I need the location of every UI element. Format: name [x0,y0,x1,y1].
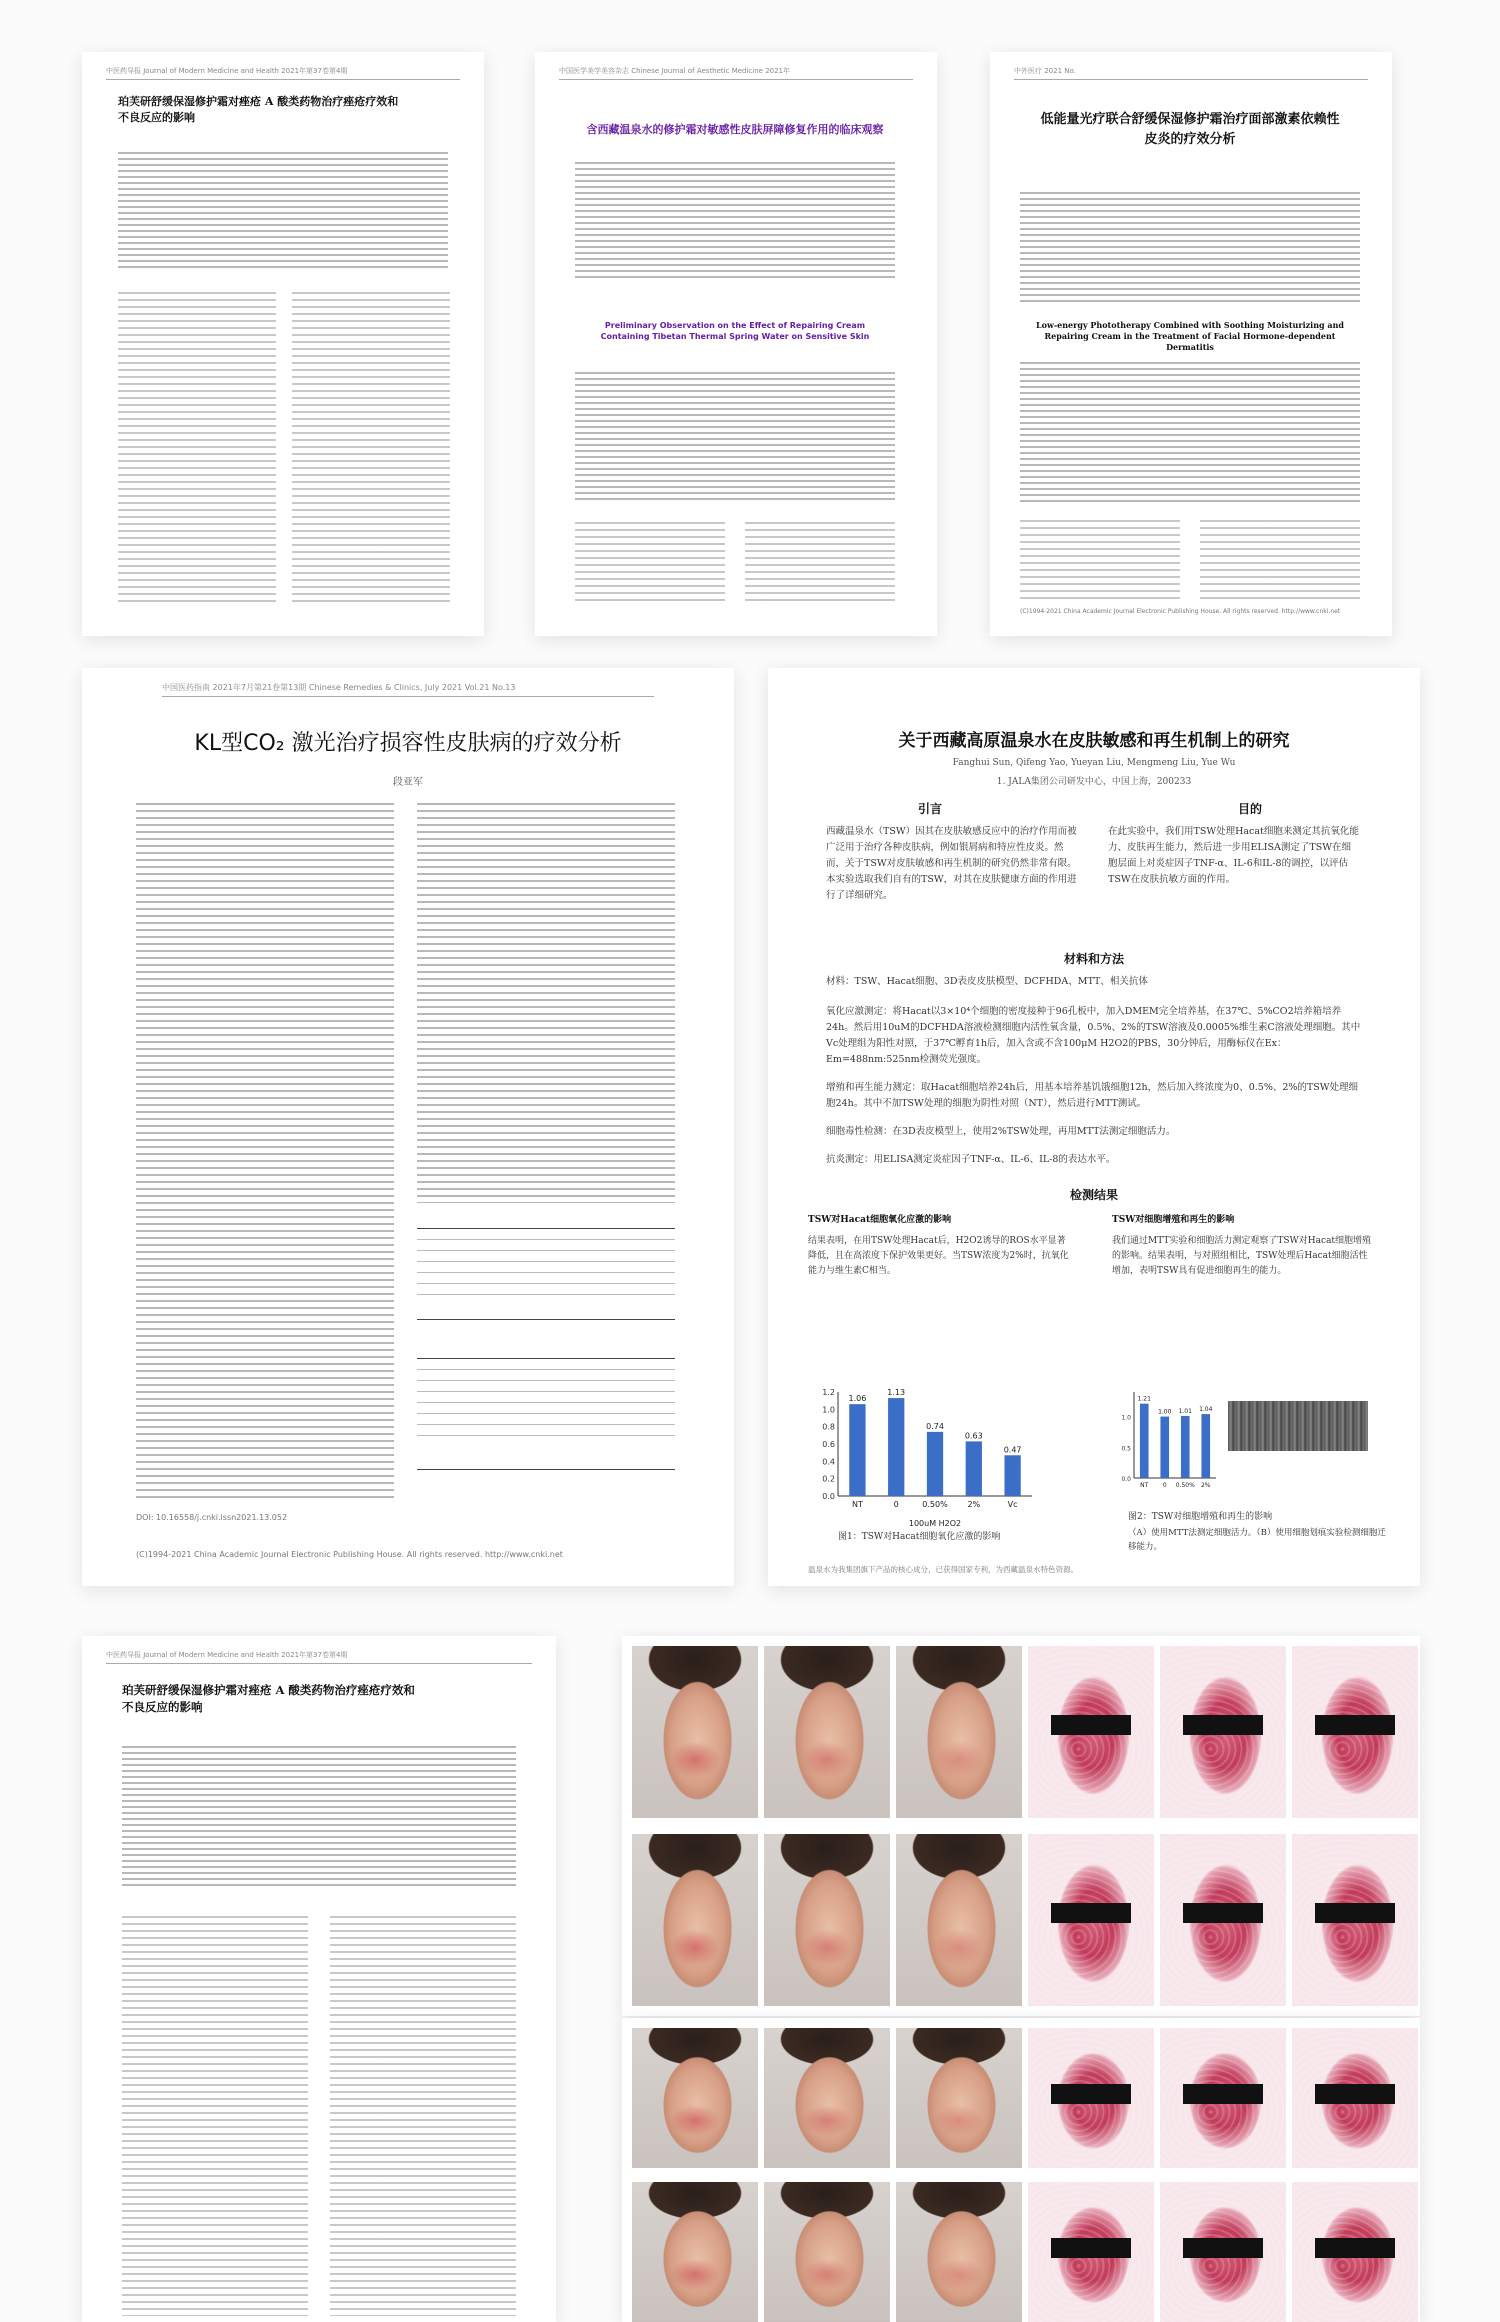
data-label: 0.63 [964,1431,983,1441]
abstract-text [575,162,895,282]
body-column-right [330,1916,516,2316]
result1-heading: TSW对Hacat细胞氧化应激的影响 [808,1215,952,1225]
data-label: 1.13 [887,1388,906,1398]
method-antiinflammatory: 抗炎测定：用ELISA测定炎症因子TNF-α、IL-6、IL-8的表达水平。 [826,1154,1116,1165]
eye-censor-bar [1183,2238,1264,2258]
red-area-analysis-map [1292,1646,1418,1818]
eye-censor-bar [1051,2238,1132,2258]
erythema-patch [934,2105,984,2136]
affiliation: 1. JALA集团公司研发中心，中国上海，200233 [996,777,1192,787]
method-oxidative: 氧化应激测定：将Hacat以3×10⁴个细胞的密度接种于96孔板中，加入DMEM完全培养基，在37℃、5%CO2培养箱培养24h。然后用10uM的DCFHDA溶液检测细胞内活性氧含量，0.5%、2%的TSW溶液及0.0005%维生素C溶液处理细胞。其中Vc处理组为阳性对照，于37℃孵育1h后，加入含或不含100μM H2O2的PBS，30分钟后，用酶标仪在Ex：Em=488nm:525nm检测荧光强度。 [826,1006,1361,1065]
results-table-2 [417,1358,675,1470]
red-area-analysis-map [1028,1646,1154,1818]
chart-oxidative-stress [808,1378,1038,1528]
bar [849,1404,865,1496]
patient-face-photo [764,2028,890,2168]
body-column-left [1020,520,1180,600]
eye-censor-bar [1051,1903,1132,1923]
result2-heading: TSW对细胞增殖和再生的影响 [1112,1215,1235,1225]
methods-heading: 材料和方法 [1063,952,1124,966]
category-label: NT [1140,1482,1149,1489]
category-label: 2% [967,1500,981,1509]
copyright-footer: (C)1994-2021 China Academic Journal Electronic Publishing House. All rights reserved. http://www.cnki.net [136,1550,563,1559]
patient-face-photo [764,2182,890,2322]
paper-title: 关于西藏高原温泉水在皮肤敏感和再生机制上的研究 [898,731,1290,751]
figure2-caption: 图2：TSW对细胞增殖和再生的影响 [1128,1512,1273,1522]
goal-heading: 目的 [1238,802,1263,816]
materials-text: 材料：TSW、Hacat细胞、3D表皮皮肤模型、DCFHDA、MTT、相关抗体 [826,976,1148,987]
method-toxicity: 细胞毒性检测：在3D表皮模型上，使用2%TSW处理，再用MTT法测定细胞活力。 [826,1126,1176,1137]
body-column-right-top [417,803,675,1203]
paper-card-3 [990,52,1392,636]
y-tick-label: 0.5 [1121,1445,1131,1453]
patient-face-photo [896,1646,1022,1818]
eye-censor-bar [1315,1903,1396,1923]
figure2-subcaption: （A）使用MTT法测定细胞活力。（B）使用细胞划痕实验检测细胞迁移能力。 [1128,1528,1386,1552]
category-label: 0.50% [1175,1482,1195,1489]
result1-text: 结果表明，在用TSW处理Hacat后，H2O2诱导的ROS水平显著降低，且在高浓度下保护效果更好。当TSW浓度为2%时，抗氧化能力与维生素C相当。 [808,1236,1069,1276]
journal-header: 中医药导报 Journal of Modern Medicine and Health 2021年第37卷第4期 [106,1650,532,1664]
y-tick-label: 0.0 [822,1492,835,1501]
red-area-analysis-map [1028,2028,1154,2168]
category-label: Vc [1007,1500,1018,1509]
authors: Fanghui Sun, Qifeng Yao, Yueyan Liu, Mengmeng Liu, Yue Wu [952,758,1236,768]
erythema-patch [802,1929,852,1967]
erythema-patch [670,2105,720,2136]
eye-censor-bar [1183,2084,1264,2104]
result2-text: 我们通过MTT实验和细胞活力测定观察了TSW对Hacat细胞增殖的影响。结果表明，与对照组相比，TSW处理后Hacat细胞活性增加，表明TSW具有促进细胞再生的能力。 [1112,1236,1372,1276]
red-area-analysis-map [1160,2182,1286,2322]
english-abstract [1020,362,1360,502]
erythema-patch [802,2105,852,2136]
paper-card-6 [82,1636,556,2322]
red-area-analysis-map [1292,1834,1418,2006]
copyright-footer: (C)1994-2021 China Academic Journal Electronic Publishing House. All rights reserved. http://www.cnki.net [1020,608,1341,615]
abstract-text [118,152,448,272]
body-column-right [745,522,895,602]
patient-face-photo [896,2182,1022,2322]
goal-text: 在此实验中，我们用TSW处理Hacat细胞来测定其抗氧化能力、皮肤再生能力，然后进一步用ELISA测定了TSW在细胞层面上对炎症因子TNF-α、IL-6和IL-8的调控，以评估TSW在皮肤抗敏方面的作用。 [1108,826,1359,885]
bar [1140,1404,1149,1478]
erythema-patch [934,1929,984,1967]
method-proliferation: 增殖和再生能力测定：取Hacat细胞培养24h后，用基本培养基饥饿细胞12h，然后加入终浓度为0、0.5%、2%的TSW处理细胞24h。其中不加TSW处理的细胞为阴性对照（NT），然后进行MTT测试。 [826,1082,1359,1109]
patient-face-photo [764,1646,890,1818]
paper-card-2 [535,52,937,636]
bar [966,1441,982,1496]
y-tick-label: 1.0 [822,1405,835,1415]
patient-face-photo [632,2028,758,2168]
erythema-patch [670,1741,720,1779]
data-label: 1.06 [848,1394,867,1404]
data-label: 0.74 [926,1421,944,1431]
paper-card-4 [82,668,734,1586]
footnote: 温泉水为我集团旗下产品的核心成分，已获得国家专利，为西藏温泉水特色资源。 [808,1565,1078,1574]
y-tick-label: 0.8 [822,1422,835,1432]
english-title: Low-energy Phototherapy Combined with Soothing Moisturizing and Repairing Cream in the Treatment of Facial Hormone-dependent Dermatitis [1035,320,1344,352]
author: 段亚军 [393,777,423,788]
body-column-left [575,522,725,602]
english-abstract [575,372,895,502]
paper-card-1 [82,52,484,636]
red-area-analysis-map [1292,2182,1418,2322]
paper-title: 低能量光疗联合舒缓保湿修护霜治疗面部激素依赖性皮炎的疗效分析 [1040,112,1340,147]
red-area-analysis-map [1028,1834,1154,2006]
results-heading: 检测结果 [1069,1188,1118,1202]
erythema-patch [802,2259,852,2290]
body-column-left [122,1916,308,2316]
bar [927,1432,943,1496]
eye-censor-bar [1315,1715,1396,1735]
patient-face-photo [896,2028,1022,2168]
erythema-patch [670,1929,720,1967]
y-tick-label: 0.0 [1121,1476,1131,1483]
intro-heading: 引言 [918,802,943,816]
english-title: Preliminary Observation on the Effect of Repairing Cream Containing Tibetan Thermal Spring Water on Sensitive Skin [600,321,870,341]
y-tick-label: 0.4 [822,1457,835,1467]
erythema-patch [934,2259,984,2290]
category-label: 0 [893,1500,899,1509]
bar [1201,1414,1210,1478]
clinical-photo-panel-1 [622,1636,1420,2016]
y-tick-label: 1.2 [822,1388,835,1397]
paper-title: 含西藏温泉水的修护霜对敏感性皮肤屏障修复作用的临床观察 [586,123,884,136]
data-label: 0.47 [1003,1445,1022,1455]
red-area-analysis-map [1028,2182,1154,2322]
body-column-left [118,292,276,602]
x-axis-label: 100uM H2O2 [908,1519,962,1528]
category-label: NT [851,1500,863,1509]
patient-face-photo [632,2182,758,2322]
red-area-analysis-map [1160,1646,1286,1818]
eye-censor-bar [1183,1903,1264,1923]
body-column-left [136,803,394,1503]
erythema-patch [934,1741,984,1779]
data-label: 1.04 [1199,1406,1213,1414]
journal-header: 中医药导报 Journal of Modern Medicine and Health 2021年第37卷第4期 [106,66,460,80]
category-label: 0 [1162,1482,1167,1489]
data-label: 1.01 [1178,1407,1192,1415]
erythema-patch [670,2259,720,2290]
eye-censor-bar [1051,2084,1132,2104]
eye-censor-bar [1051,1715,1132,1735]
intro-text: 西藏温泉水（TSW）因其在皮肤敏感反应中的治疗作用而被广泛用于治疗各种皮肤病，例如银屑病和特应性皮炎。然而，关于TSW对皮肤敏感和再生机制的研究仍然非常有限。本实验选取我们自有的TSW，对其在皮肤健康方面的作用进行了详细研究。 [826,826,1077,901]
y-tick-label: 0.2 [822,1474,835,1484]
chart-cell-proliferation [1112,1378,1222,1498]
journal-header: 中外医疗 2021 No. [1014,66,1368,80]
scratch-assay-image [1228,1401,1368,1451]
eye-censor-bar [1315,2238,1396,2258]
journal-header: 中国医药指南 2021年7月第21卷第13期 Chinese Remedies & Clinics, July 2021 Vol.21 No.13 [162,682,654,697]
category-label: 0.50% [922,1500,948,1509]
red-area-analysis-map [1292,2028,1418,2168]
patient-face-photo [896,1834,1022,2006]
bar [1160,1417,1169,1478]
bar [1004,1455,1020,1496]
body-column-right [1200,520,1360,600]
eye-censor-bar [1183,1715,1264,1735]
bar [888,1398,904,1496]
y-tick-label: 0.6 [822,1440,835,1449]
patient-face-photo [632,1834,758,2006]
patient-face-photo [764,1834,890,2006]
red-area-analysis-map [1160,2028,1286,2168]
data-label: 1.00 [1158,1408,1172,1416]
paper-title: KL型CO₂ 激光治疗损容性皮肤病的疗效分析 [194,731,622,756]
data-label: 1.21 [1137,1395,1151,1403]
abstract-text [1020,192,1360,302]
figure1-caption: 图1：TSW对Hacat细胞氧化应激的影响 [838,1532,1001,1542]
body-column-right [292,292,450,602]
results-table-1 [417,1228,675,1320]
red-area-analysis-map [1160,1834,1286,2006]
eye-censor-bar [1315,2084,1396,2104]
clinical-photo-panel-2 [622,2018,1420,2322]
y-tick-label: 1.0 [1121,1414,1131,1422]
paper-card-5 [768,668,1420,1586]
bar [1181,1416,1190,1478]
doi: DOI: 10.16558/j.cnki.issn2021.13.052 [136,1513,288,1522]
patient-face-photo [632,1646,758,1818]
abstract-text [122,1746,516,1886]
erythema-patch [802,1741,852,1779]
journal-header: 中国医学美学美容杂志 Chinese Journal of Aesthetic Medicine 2021年 [559,66,913,80]
paper-title: 珀芙研舒缓保湿修护霜对痤疮 A 酸类药物治疗痤疮疗效和不良反应的影响 [122,1683,415,1714]
category-label: 2% [1200,1482,1211,1489]
paper-title: 珀芙研舒缓保湿修护霜对痤疮 A 酸类药物治疗痤疮疗效和不良反应的影响 [118,95,399,124]
